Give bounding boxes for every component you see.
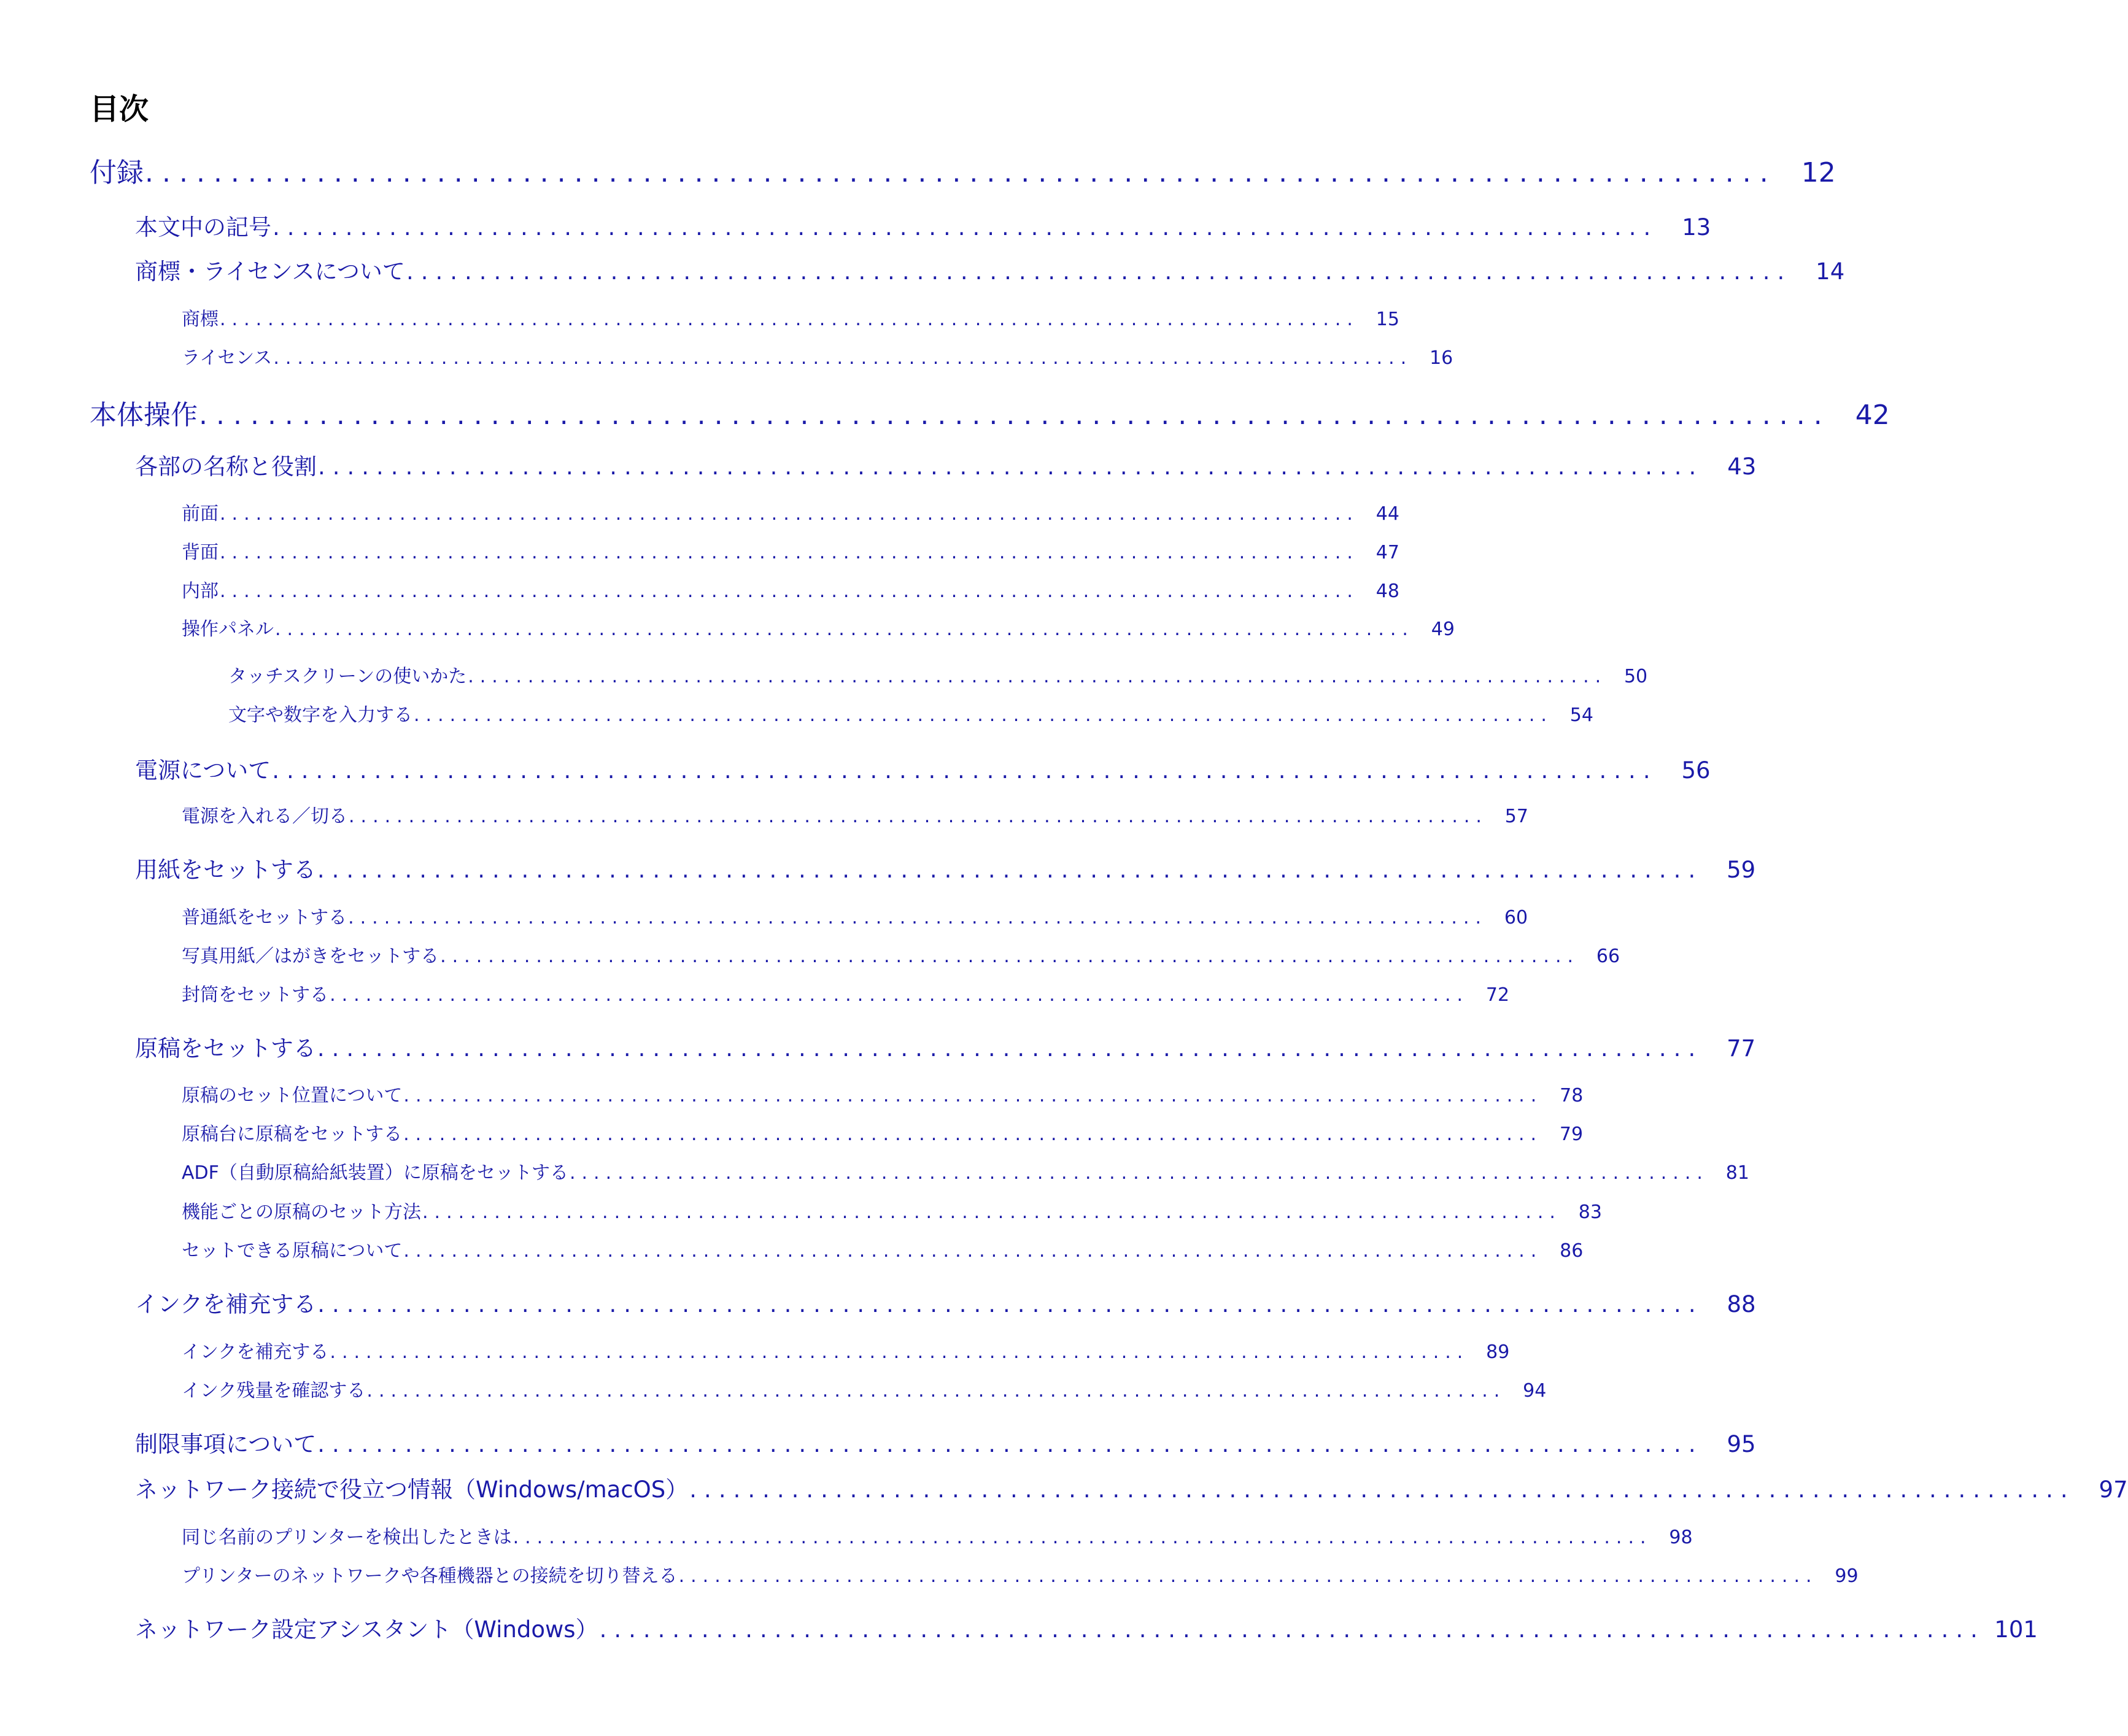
toc-page-number: 101 xyxy=(1994,1616,2038,1643)
toc-page-number: 49 xyxy=(1431,619,1455,640)
toc-leader-dots: ............................................................................................... xyxy=(330,984,1469,1006)
toc-page-number: 78 xyxy=(1560,1085,1584,1106)
toc-entry-label: ネットワーク接続で役立つ情報（Windows/macOS） xyxy=(135,1476,689,1503)
toc-leader-dots: ............................................................................................... xyxy=(406,258,1792,285)
toc-page-number: 13 xyxy=(1682,214,1711,241)
toc-entry-level-2[interactable] xyxy=(135,1286,1756,1319)
toc-entry-level-3[interactable] xyxy=(182,1522,1693,1549)
toc-entry-label: 文字や数字を入力する xyxy=(228,704,412,726)
toc-entry-label: 前面 xyxy=(182,503,219,525)
toc-page-number: 66 xyxy=(1596,946,1620,967)
toc-page-number: 43 xyxy=(1727,453,1757,480)
toc-entry-label: 写真用紙／はがきをセットする xyxy=(182,946,439,967)
toc-leader-dots: ............................................................................................... xyxy=(366,1380,1506,1402)
toc-leader-dots: ............................................................................................... xyxy=(317,1431,1703,1457)
toc-entry-label: インクを補充する xyxy=(182,1341,329,1363)
toc-page-number: 79 xyxy=(1559,1124,1584,1145)
toc-entry-label: 電源について xyxy=(135,757,271,784)
toc-entry-level-3[interactable] xyxy=(182,1375,1547,1402)
toc-entry-level-3[interactable] xyxy=(182,1119,1584,1146)
toc-entry-label: 付録 xyxy=(90,157,144,188)
toc-leader-dots: ............................................................................................... xyxy=(403,1240,1543,1262)
toc-leader-dots: ............................................................................................... xyxy=(330,1341,1469,1363)
toc-page-number: 94 xyxy=(1523,1380,1547,1402)
toc-entry-label: 封筒をセットする xyxy=(182,984,329,1006)
toc-entry-label: インクを補充する xyxy=(135,1291,317,1317)
toc-entry-label: 原稿をセットする xyxy=(135,1035,316,1062)
toc-leader-dots: ............................................................................................... xyxy=(468,666,1608,687)
toc-entry-level-2[interactable] xyxy=(135,448,1757,481)
toc-entry-label: ネットワーク設定アシスタント（Windows） xyxy=(135,1616,598,1643)
toc-page-number: 88 xyxy=(1727,1291,1756,1317)
toc-entry-level-3[interactable] xyxy=(182,537,1399,564)
toc-entry-level-2[interactable] xyxy=(135,209,1711,242)
toc-entry-level-1[interactable] xyxy=(90,150,1836,190)
toc-page-number: 77 xyxy=(1727,1035,1756,1062)
toc-leader-dots: ............................................................................................... xyxy=(403,1085,1543,1106)
toc-leader-dots: ............................................................................................... xyxy=(318,453,1704,480)
toc-entry-level-3[interactable] xyxy=(182,1560,1859,1587)
toc-page-number: 16 xyxy=(1430,347,1453,369)
toc-leader-dots: ............................................................................................... xyxy=(678,1565,1818,1587)
toc-entry-level-3[interactable] xyxy=(182,614,1455,641)
toc-entry-label: 原稿のセット位置について xyxy=(182,1085,403,1106)
toc-page-number: 48 xyxy=(1375,581,1399,602)
toc-leader-dots: ............................................................................................... xyxy=(422,1202,1561,1223)
toc-entry-label: 同じ名前のプリンターを検出したときは xyxy=(182,1527,512,1548)
toc-leader-dots: ............................................................................................... xyxy=(513,1527,1652,1548)
toc-entry-label: 機能ごとの原稿のセット方法 xyxy=(182,1202,421,1223)
toc-page-number: 99 xyxy=(1835,1565,1859,1587)
toc-entry-level-3[interactable] xyxy=(182,1197,1602,1224)
toc-page-number: 44 xyxy=(1375,503,1399,525)
toc-entry-level-2[interactable] xyxy=(135,1425,1756,1459)
toc-leader-dots: ............................................................................................... xyxy=(348,907,1488,928)
toc-entry-level-3[interactable] xyxy=(182,498,1399,525)
toc-entry-level-3[interactable] xyxy=(182,576,1399,603)
toc-entry-label: 制限事項について xyxy=(135,1431,317,1457)
toc-leader-dots: ............................................................................................... xyxy=(440,946,1580,967)
toc-page-number: 98 xyxy=(1669,1527,1693,1548)
toc-leader-dots: ............................................................................................... xyxy=(275,619,1414,640)
toc-entry-label: 本体操作 xyxy=(90,399,198,431)
toc-entry-level-3[interactable] xyxy=(182,342,1453,369)
toc-entry-level-3[interactable] xyxy=(182,1337,1510,1364)
toc-leader-dots: ............................................................................................... xyxy=(220,309,1359,330)
toc-page-number: 56 xyxy=(1681,757,1711,784)
toc-leader-dots: ............................................................................................... xyxy=(273,347,1413,369)
toc-leader-dots: ............................................................................................... xyxy=(569,1162,1709,1184)
toc-entry-label: 電源を入れる／切る xyxy=(182,806,347,827)
toc-page-number: 95 xyxy=(1727,1431,1756,1457)
toc-entry-level-3[interactable] xyxy=(182,1157,1749,1184)
toc-page-number: 42 xyxy=(1855,399,1890,431)
toc-entry-label: 内部 xyxy=(182,581,219,602)
toc-entry-label: 商標 xyxy=(182,309,219,330)
toc-page-number: 60 xyxy=(1504,907,1528,928)
toc-entry-label: 原稿台に原稿をセットする xyxy=(182,1124,403,1145)
toc-entry-level-3[interactable] xyxy=(182,979,1510,1006)
toc-entry-level-2[interactable] xyxy=(135,1030,1756,1063)
toc-page-number: 81 xyxy=(1725,1162,1749,1184)
toc-leader-dots: ............................................................................................... xyxy=(273,214,1658,241)
toc-leader-dots: ............................................................................................... xyxy=(317,1291,1703,1317)
toc-page-number: 57 xyxy=(1504,806,1528,827)
toc-page-number: 15 xyxy=(1375,309,1399,330)
toc-page-number: 59 xyxy=(1727,857,1756,883)
toc-entry-level-1[interactable] xyxy=(90,393,1890,432)
toc-entry-label: 背面 xyxy=(182,542,219,563)
toc-entry-level-3[interactable] xyxy=(182,1235,1584,1262)
toc-entry-level-2[interactable] xyxy=(135,752,1711,785)
toc-leader-dots: ............................................................................................... xyxy=(349,806,1488,827)
toc-leader-dots: ............................................................................................... xyxy=(272,757,1658,784)
toc-leader-dots: ............................................................................................... xyxy=(403,1124,1543,1145)
toc-leader-dots: ............................................................................................... xyxy=(145,157,1777,188)
toc-page-number: 14 xyxy=(1816,258,1845,285)
toc-entry-level-4[interactable] xyxy=(228,700,1593,727)
toc-entry-level-2[interactable] xyxy=(135,253,1845,286)
toc-entry-level-3[interactable] xyxy=(182,941,1620,968)
toc-entry-label: 用紙をセットする xyxy=(135,857,316,883)
toc-page-number: 83 xyxy=(1578,1202,1602,1223)
toc-page-number: 47 xyxy=(1375,542,1399,563)
toc-page-number: 72 xyxy=(1485,984,1510,1006)
toc-entry-label: 普通紙をセットする xyxy=(182,907,347,928)
toc-entry-level-2[interactable] xyxy=(135,1471,2128,1504)
toc-entry-label: インク残量を確認する xyxy=(182,1380,366,1402)
toc-entry-label: タッチスクリーンの使いかた xyxy=(228,666,467,687)
toc-entry-label: プリンターのネットワークや各種機器との接続を切り替える xyxy=(182,1565,678,1587)
toc-entry-level-3[interactable] xyxy=(182,304,1399,331)
toc-page-number: 86 xyxy=(1560,1240,1584,1262)
toc-entry-label: ライセンス xyxy=(182,347,273,369)
toc-entry-level-3[interactable] xyxy=(182,801,1528,828)
toc-entry-level-4[interactable] xyxy=(228,661,1648,688)
page-title: 目次 xyxy=(90,92,149,126)
toc-leader-dots: ............................................................................................... xyxy=(220,503,1359,525)
toc-leader-dots: ............................................................................................... xyxy=(689,1476,2075,1503)
toc-entry-label: 操作パネル xyxy=(182,619,274,640)
toc-entry-label: 商標・ライセンスについて xyxy=(135,258,405,285)
toc-entry-level-3[interactable] xyxy=(182,1080,1584,1107)
toc-leader-dots: ............................................................................................... xyxy=(220,581,1359,602)
toc-leader-dots: ............................................................................................... xyxy=(317,1035,1703,1062)
toc-page-number: 97 xyxy=(2099,1476,2128,1503)
toc-page-number: 89 xyxy=(1486,1341,1510,1363)
toc-page-number: 12 xyxy=(1801,157,1836,188)
toc-entry-level-2[interactable] xyxy=(135,851,1756,884)
toc-entry-level-3[interactable] xyxy=(182,902,1528,929)
toc-leader-dots: ............................................................................................... xyxy=(599,1616,1985,1643)
toc-entry-level-2[interactable] xyxy=(135,1611,2038,1644)
toc-leader-dots: ............................................................................................... xyxy=(414,704,1553,726)
toc-leader-dots: ............................................................................................... xyxy=(317,857,1703,883)
toc-entry-label: 各部の名称と役割 xyxy=(135,453,317,480)
toc-leader-dots: ............................................................................................... xyxy=(220,542,1359,563)
toc-page-number: 54 xyxy=(1569,704,1593,726)
toc-entry-label: セットできる原稿について xyxy=(182,1240,403,1262)
toc-leader-dots: ............................................................................................... xyxy=(199,399,1831,431)
toc-entry-label: ADF（自動原稿給紙装置）に原稿をセットする xyxy=(182,1162,568,1184)
toc-entry-label: 本文中の記号 xyxy=(135,214,271,241)
toc-page-number: 50 xyxy=(1623,666,1648,687)
